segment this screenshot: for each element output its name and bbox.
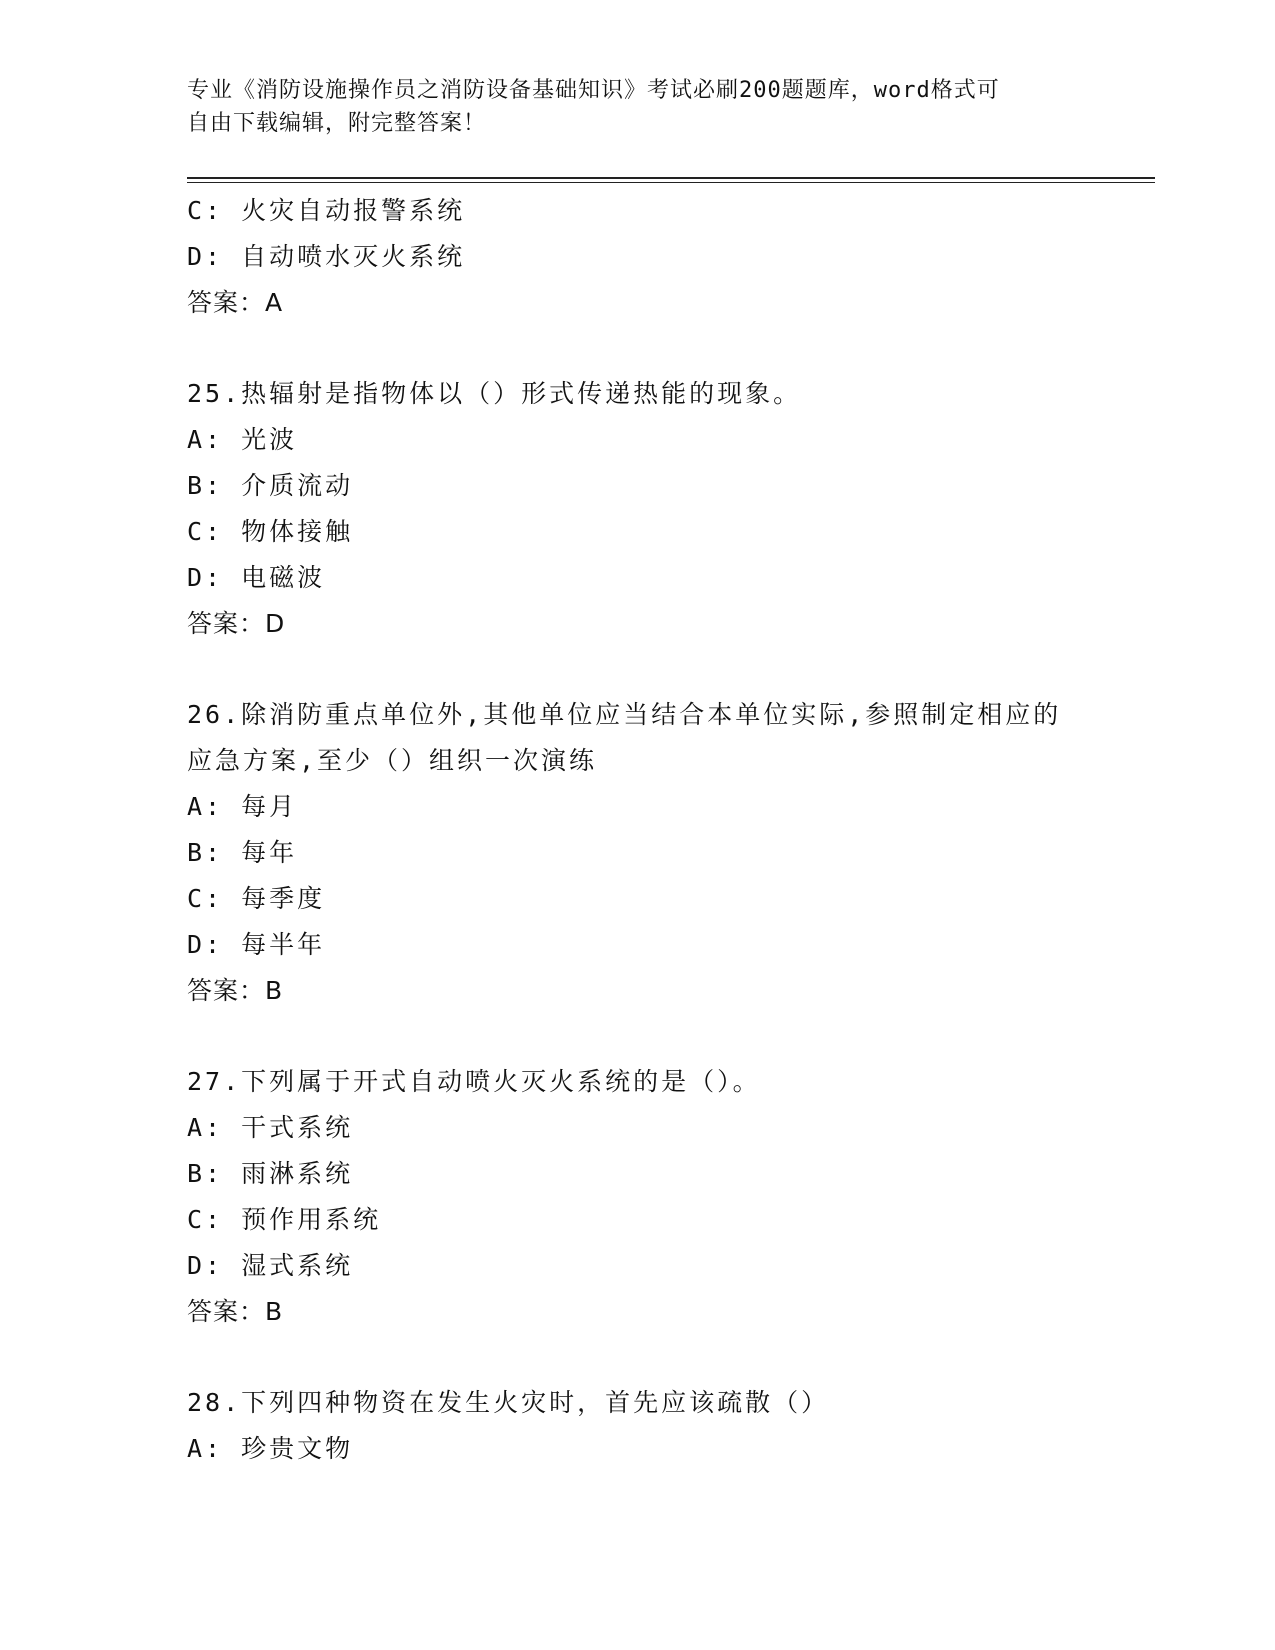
- header-divider-thick: [187, 177, 1155, 179]
- question-list: [187, 188, 1087, 1472]
- option-d: D: 电磁波: [187, 563, 326, 592]
- spacer: [187, 647, 1087, 692]
- option-a: A: 光波: [187, 425, 298, 454]
- header-line-2: 自由下载编辑，附完整答案！: [187, 111, 487, 136]
- option-b: B: 介质流动: [187, 471, 354, 500]
- option-d: D: 每半年: [187, 930, 326, 959]
- option-c: C: 每季度: [187, 884, 326, 913]
- spacer: [187, 326, 1087, 371]
- answer-line: 答案：B: [187, 976, 284, 1005]
- option-d: D: 自动喷水灭火系统: [187, 242, 466, 271]
- header-divider-thin: [187, 182, 1155, 183]
- option-a: A: 珍贵文物: [187, 1434, 354, 1463]
- header-line-1: 专业《消防设施操作员之消防设备基础知识》考试必刷200题题库，word格式可: [187, 78, 1000, 103]
- answer-line: 答案：A: [187, 288, 284, 317]
- answer-line: 答案：D: [187, 609, 286, 638]
- option-b: B: 雨淋系统: [187, 1159, 354, 1188]
- question-stem: 27.下列属于开式自动喷火灭火系统的是（）。: [187, 1067, 761, 1096]
- option-d: D: 湿式系统: [187, 1251, 354, 1280]
- option-c: C: 物体接触: [187, 517, 354, 546]
- question-stem-line-2: 应急方案,至少（）组织一次演练: [187, 746, 598, 775]
- option-b: B: 每年: [187, 838, 298, 867]
- spacer: [187, 1335, 1087, 1380]
- document-header: [187, 74, 1067, 140]
- question-stem-line-1: 26.除消防重点单位外,其他单位应当结合本单位实际,参照制定相应的: [187, 700, 1062, 729]
- question-stem: 28.下列四种物资在发生火灾时，首先应该疏散（）: [187, 1388, 830, 1417]
- option-a: A: 干式系统: [187, 1113, 354, 1142]
- question-stem: 25.热辐射是指物体以（）形式传递热能的现象。: [187, 379, 802, 408]
- answer-line: 答案：B: [187, 1297, 284, 1326]
- option-c: C: 预作用系统: [187, 1205, 382, 1234]
- option-c: C: 火灾自动报警系统: [187, 196, 466, 225]
- option-a: A: 每月: [187, 792, 298, 821]
- spacer: [187, 1014, 1087, 1059]
